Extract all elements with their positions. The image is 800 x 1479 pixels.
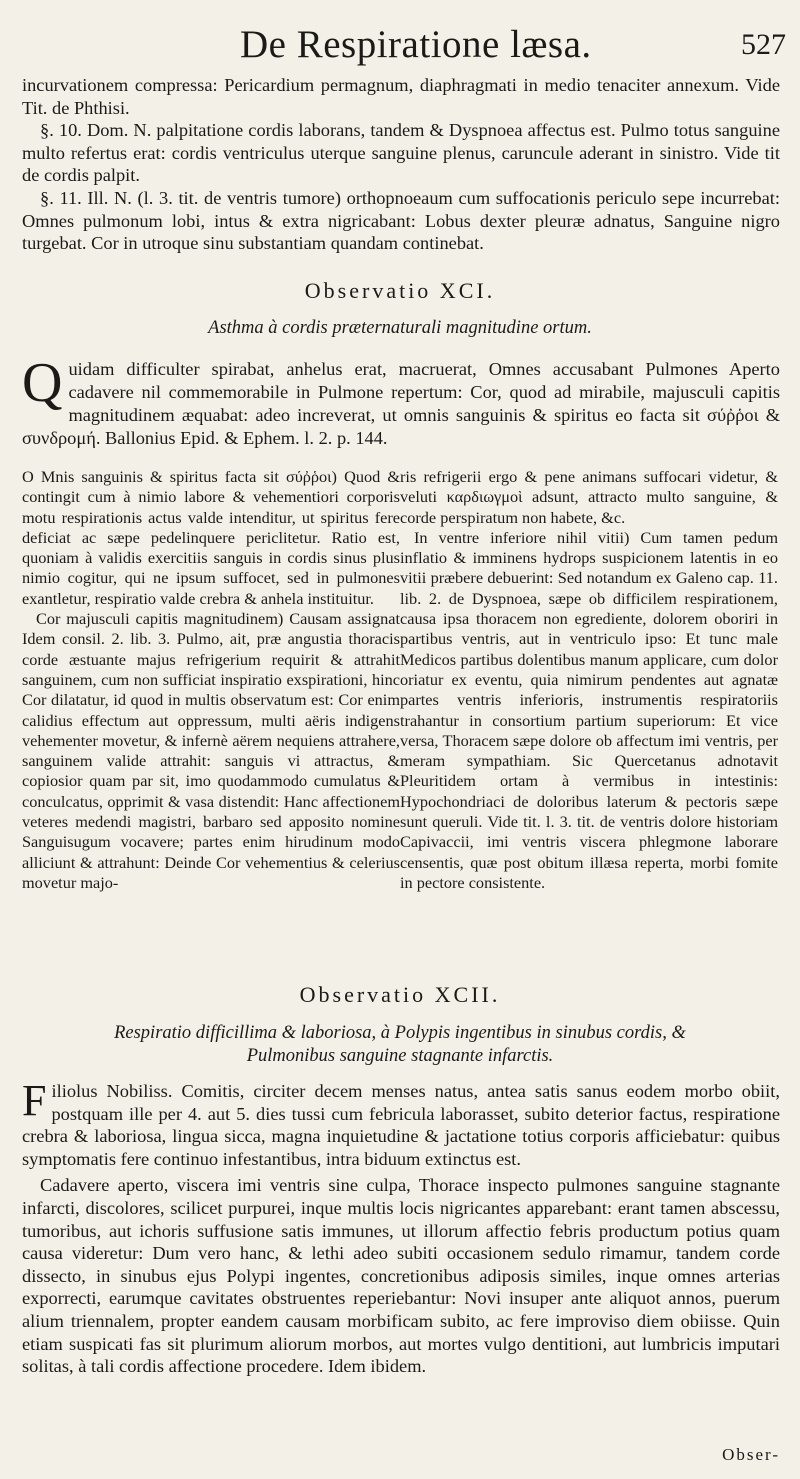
paragraph-cadavere: Cadavere aperto, viscera imi ventris sine culpa, Thorace inspecto pulmones sanguine stagnante infarcti, discolores, scilicet purpurei, inque multis locis nigricantes apparebant: erant tamen abscessu, tumoribus, aut ichoris suffusione satis immunes, ut illorum affectio febris productum potius quam causa videretur: Dum vero hanc, & lethi adeo subiti occasionem sedulo rimamur, tandem corde dissecto, in sinubus ejus Polypi ingentes, concretionibus adiposis similes, inque omnes arterias exporrecti, earumque cavitates obstruentes reperiebantur: Novi insuper ante aliquot annos, puerum alium triennalem, propter eandem causam morbificam subito, ac fere improviso diem obiisse. Quin etiam suspicati fas sit plurimum aliorum morbos, aut mortes vulgo dentitioni, aut lumbricis imputari solitas, à tali cordis affectione procedere. Idem ibidem. [22,1175,780,1377]
dropcap-q: Q [22,352,63,414]
filiolus-text: iliolus Nobiliss. Comitis, circiter decem menses natus, antea satis sanus eodem morbo obiit, postquam ille per 4. aut 5. dies tussi cum febricula laborasset, subito deterior factus, respiratione crebra & laboriosa, lingua sicca, magna inquietudine & jactatione totius corporis afficiebatur: quibus symptomatis fere continuo infestantibus, intra biduum extinctus est. [22,1081,780,1169]
dropcap-f: F [22,1076,47,1125]
running-title: De Respiratione læsa. [240,23,592,66]
observation-92-title: Observatio XCII. [299,982,501,1007]
paragraph-incurvationem: incurvationem compressa: Pericardium permagnum, diaphragmati in medio tenaciter annexum. Vide Tit. de Phthisi. [22,75,780,118]
paragraph-section-11: §. 11. Ill. N. (l. 3. tit. de ventris tumore) orthopnoeaum cum suffocationis periculo sepe incurrebat: Omnes pulmonum lobi, intus & extra nigricabant: Lobus dexter pleuræ adnatus, Sanguine nigro turgebat. Cor in utroque sinu substantiam quandam continebat. [22,187,780,254]
top-section [22,74,780,255]
observation-91-title: Observatio XCI. [304,278,496,303]
page-number: 527 [741,28,786,61]
commentary-cor-majusculi: Cor majusculi capitis magnitudinem) Causam assignat Idem consil. 2. lib. 3. Pulmo, ait, præ angustia thoracis corde æstuante majus refrigerium requirit & attrahit sanguinem, cum non sufficiat inspiratio exspirationi, hinc Cor dilatatur, id quod in multis observatum est: Cor enim calidius effectum aut oppressum, multi aëris indigens vehementer movetur, & infernè aërem nequiens attrahere, sanguinem valide attrahit: sanguis vi attractus, & copiosior quam par sit, imo quodammodo cumulatus & conculcatus, opprimit & vasa distendit: Hanc affectionem veteres medendi magistri, barbaro sed apposito nomine Sanguisugum vocavere; partes enim hirudinum modo alliciunt & attrahunt: Deinde Cor vehementius & celerius movetur majo- [22,609,400,892]
paragraph-section-10: §. 10. Dom. N. palpitatione cordis laborans, tandem & Dyspnoea affectus est. Pulmo totus sanguine multo refertus erat: cordis ventriculus uterque sanguine plenus, caruncule aderant in sinistro. Vide tit de cordis palpit. [22,120,780,186]
left-column [22,467,400,893]
observation-92-body [22,1076,780,1378]
quote-text: uidam difficulter spirabat, anhelus erat, macruerat, Omnes accusabant Pulmones Aperto cadavere nil commemorabile in Pulmone repertum: Cor, quod ad mirabile, majusculi capitis magnitudinem æquabat: adeo increverat, ut omnis sanguinis & spiritus eo facta sit σύῤῥοι & συνδρομή. Ballonius Epid. & Ephem. l. 2. p. 144. [22,359,780,448]
commentary-omnis-sanguinis: O Mnis sanguinis & spiritus facta sit σύῤῥοι) Quod & contingit cum à nimio labore & vehementiori corporis motu respirationis actus valde intenditur, ut spiritus fere deficiat ac sæpe pedelinquere periclitetur. Ratio est, quoniam à validis exercitiis sanguis in cordis sinus plus nimio cogitur, qui ne ipsum suffocet, sed in pulmones exantletur, respiratio valde crebra & anhela instituitur. [22,467,400,608]
commentary-in-ventre-inferiore: In ventre inferiore nihil vitii) Cum tamen pedum inflatio & imminens hydrops suspicionem latentis in eo vitii præbere debuerint: Sed notandum ex Galeno cap. 11. lib. 2. de Dyspnoea, sæpe ob difficilem respirationem, causa ipsa thoracem non egrediente, dolorem oboriri in partibus ventris, aut in ventriculo ipso: Et tunc male Medicos partibus dolentibus manum applicare, cum dolor oriatur ex eventu, quia nimirum pendentes aut agnatæ partes ventris inferioris, instrumentis respiratoriis trahantur in consortium partium superiorum: Et vice versa, Thoracem sæpe dolore ob affectum imi ventris, per meram sympathiam. Sic Quercetanus adnotavit Pleuritidem ortam à vermibus in intestinis: Hypochondriaci de doloribus laterum & pectoris sæpe sunt queruli. Vide tit. l. 3. tit. de ventris dolore historiam Capivaccii, imi ventris viscera phlegmone laborare censentis, quæ post obitum illæsa reperta, morbi fomite in pectore consistente. [400,527,778,892]
observation-91-quote [22,352,780,450]
observation-92-subtitle: Respiratio difficillima & laboriosa, à Polypis ingentibus in sinubus cordis, & Pulmonibus sanguine stagnante infarctis. [114,1023,686,1066]
page-header [0,22,800,72]
observation-91-subtitle: Asthma à cordis præternaturali magnitudine ortum. [208,318,592,338]
paragraph-filiolus [22,1076,780,1170]
right-column [400,467,778,893]
commentary-refrigerii: ris refrigerii ergo & pene animans suffocari videtur, & veluti καρδιωγμοὶ adsunt, attracto multo sanguine, & corde perspiratum non habete, &c. [400,467,778,527]
catchword: Obser- [722,1445,780,1464]
